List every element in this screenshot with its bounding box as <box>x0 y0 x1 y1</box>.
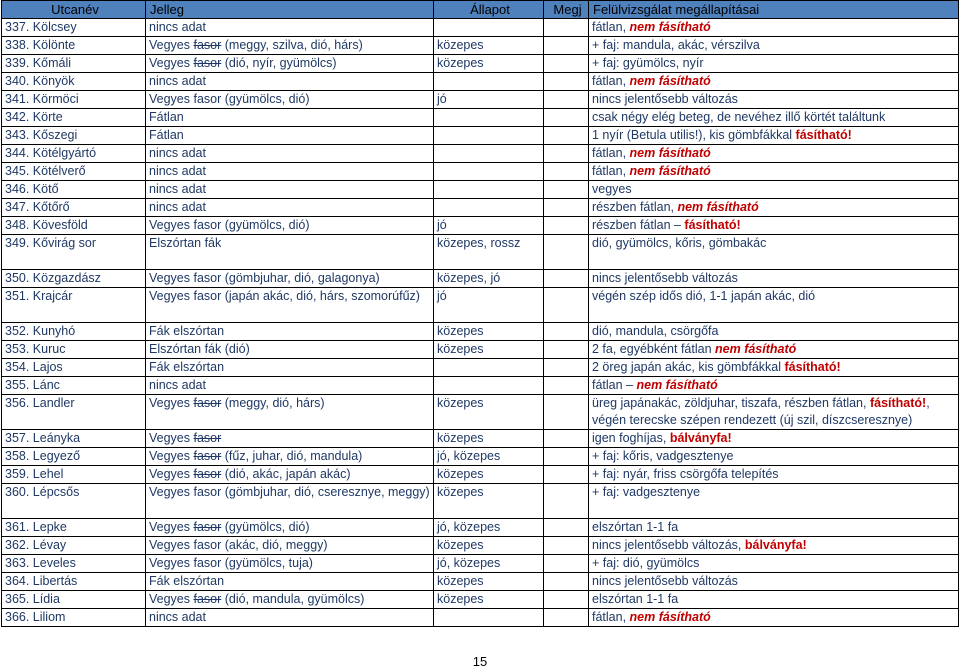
text-segment: csak négy elég beteg, de nevéhez illő körtét találtunk <box>592 110 886 124</box>
allapot-cell <box>434 127 544 145</box>
text-segment: Vegyes <box>149 56 194 70</box>
text-segment: bálványfa! <box>669 431 732 445</box>
street-name-cell: 354. Lajos <box>2 359 146 377</box>
allapot-cell: közepes <box>434 537 544 555</box>
table-row <box>2 199 959 217</box>
megj-cell <box>544 235 589 270</box>
allapot-cell <box>434 359 544 377</box>
megj-cell <box>544 395 589 430</box>
jelleg-cell <box>146 270 434 288</box>
allapot-cell: közepes <box>434 37 544 55</box>
text-segment: Vegyes <box>149 467 194 481</box>
text-segment: nem fásítható <box>629 20 711 34</box>
text-segment: Fák elszórtan <box>149 574 225 588</box>
table-row <box>2 270 959 288</box>
text-segment: 1 nyír (Betula utilis!), kis gömbfákkal <box>592 128 796 142</box>
allapot-cell <box>434 377 544 395</box>
jelleg-cell <box>146 466 434 484</box>
felulvizsgalat-cell <box>589 448 959 466</box>
megj-cell <box>544 573 589 591</box>
table-row <box>2 217 959 235</box>
street-name-cell: 366. Liliom <box>2 609 146 627</box>
felulvizsgalat-cell <box>589 609 959 627</box>
felulvizsgalat-cell <box>589 55 959 73</box>
page-number: 15 <box>472 654 488 669</box>
text-segment: Vegyes <box>149 396 194 410</box>
jelleg-cell <box>146 359 434 377</box>
felulvizsgalat-cell <box>589 484 959 519</box>
street-name-cell: 338. Kölönte <box>2 37 146 55</box>
text-segment: nincs adat <box>149 610 206 624</box>
street-name-cell: 361. Lepke <box>2 519 146 537</box>
jelleg-cell <box>146 609 434 627</box>
text-segment: igen foghíjas, <box>592 431 670 445</box>
felulvizsgalat-cell <box>589 288 959 323</box>
table-row <box>2 109 959 127</box>
felulvizsgalat-cell <box>589 395 959 430</box>
allapot-cell: jó, közepes <box>434 519 544 537</box>
text-segment: nincs jelentősebb változás, <box>592 538 745 552</box>
megj-cell <box>544 484 589 519</box>
jelleg-cell <box>146 235 434 270</box>
text-segment: (dió, akác, japán akác) <box>221 467 351 481</box>
text-segment: fátlan, <box>592 164 630 178</box>
table-row <box>2 37 959 55</box>
text-segment: fátlan, <box>592 74 630 88</box>
header-jelleg: Jelleg <box>146 1 434 19</box>
street-name-cell: 355. Lánc <box>2 377 146 395</box>
street-name-cell: 347. Kőtőrő <box>2 199 146 217</box>
street-name-cell: 337. Kölcsey <box>2 19 146 37</box>
text-segment: (gyümölcs, dió) <box>221 520 310 534</box>
felulvizsgalat-cell <box>589 199 959 217</box>
table-row <box>2 91 959 109</box>
text-segment: Vegyes <box>149 431 194 445</box>
allapot-cell: közepes <box>434 591 544 609</box>
street-name-cell: 348. Kövesföld <box>2 217 146 235</box>
megj-cell <box>544 181 589 199</box>
text-segment: Vegyes <box>149 520 194 534</box>
felulvizsgalat-cell <box>589 145 959 163</box>
table-row <box>2 484 959 519</box>
text-segment: fasor <box>193 38 222 52</box>
street-name-cell: 341. Körmöci <box>2 91 146 109</box>
table-row <box>2 395 959 430</box>
street-name-cell: 358. Legyező <box>2 448 146 466</box>
allapot-cell: közepes <box>434 341 544 359</box>
text-segment: fátlan, <box>592 610 630 624</box>
megj-cell <box>544 163 589 181</box>
street-name-cell: 351. Krajcár <box>2 288 146 323</box>
felulvizsgalat-cell <box>589 359 959 377</box>
megj-cell <box>544 341 589 359</box>
felulvizsgalat-cell <box>589 91 959 109</box>
felulvizsgalat-cell <box>589 466 959 484</box>
text-segment: nincs adat <box>149 164 206 178</box>
table-row <box>2 609 959 627</box>
street-name-cell: 359. Lehel <box>2 466 146 484</box>
text-segment: Vegyes <box>149 38 194 52</box>
table-row <box>2 573 959 591</box>
text-segment: fásítható! <box>684 218 741 232</box>
street-name-cell: 340. Könyök <box>2 73 146 91</box>
text-segment: nincs adat <box>149 20 206 34</box>
street-name-cell: 362. Lévay <box>2 537 146 555</box>
text-segment: (dió, mandula, gyümölcs) <box>221 592 365 606</box>
felulvizsgalat-cell <box>589 181 959 199</box>
header-utcanev: Utcanév <box>2 1 146 19</box>
allapot-cell: közepes <box>434 55 544 73</box>
street-name-cell: 344. Kötélgyártó <box>2 145 146 163</box>
street-name-cell: 342. Körte <box>2 109 146 127</box>
megj-cell <box>544 217 589 235</box>
text-segment: fátlan, <box>592 146 630 160</box>
text-segment: (fűz, juhar, dió, mandula) <box>221 449 363 463</box>
text-segment: nincs adat <box>149 378 206 392</box>
jelleg-cell <box>146 288 434 323</box>
felulvizsgalat-cell <box>589 127 959 145</box>
text-segment: 2 fa, egyébként fátlan <box>592 342 716 356</box>
jelleg-cell <box>146 341 434 359</box>
allapot-cell <box>434 73 544 91</box>
felulvizsgalat-cell <box>589 573 959 591</box>
table-body <box>2 19 959 627</box>
table-row <box>2 55 959 73</box>
text-segment: bálványfa! <box>744 538 807 552</box>
street-name-cell: 357. Leányka <box>2 430 146 448</box>
text-segment: nem fásítható <box>629 146 711 160</box>
jelleg-cell <box>146 519 434 537</box>
table-row <box>2 537 959 555</box>
megj-cell <box>544 448 589 466</box>
jelleg-cell <box>146 484 434 519</box>
street-tree-table <box>1 0 959 627</box>
megj-cell <box>544 199 589 217</box>
table-row <box>2 127 959 145</box>
text-segment: nem fásítható <box>629 610 711 624</box>
text-segment: Vegyes fasor (gömbjuhar, dió, cseresznye, meggy) <box>149 485 430 499</box>
text-segment: + faj: dió, gyümölcs <box>592 556 700 570</box>
jelleg-cell <box>146 323 434 341</box>
table-row <box>2 341 959 359</box>
felulvizsgalat-cell <box>589 555 959 573</box>
text-segment: (dió, nyír, gyümölcs) <box>221 56 337 70</box>
felulvizsgalat-cell <box>589 217 959 235</box>
street-name-cell: 343. Kőszegi <box>2 127 146 145</box>
text-segment: + faj: kőris, vadgesztenye <box>592 449 734 463</box>
table-row <box>2 466 959 484</box>
table-row <box>2 163 959 181</box>
allapot-cell: jó <box>434 288 544 323</box>
felulvizsgalat-cell <box>589 323 959 341</box>
jelleg-cell <box>146 217 434 235</box>
text-segment: fátlan, <box>592 20 630 34</box>
text-segment: fasor <box>193 431 222 445</box>
text-segment: üreg japánakác, zöldjuhar, tiszafa, részben fátlan, <box>592 396 870 410</box>
text-segment: Vegyes fasor (gyümölcs, dió) <box>149 92 310 106</box>
allapot-cell: közepes <box>434 484 544 519</box>
table-row <box>2 288 959 323</box>
text-segment: + faj: gyümölcs, nyír <box>592 56 704 70</box>
jelleg-cell <box>146 573 434 591</box>
jelleg-cell <box>146 537 434 555</box>
felulvizsgalat-cell <box>589 537 959 555</box>
header-megj: Megj <box>544 1 589 19</box>
text-segment: fátlan – <box>592 378 637 392</box>
text-segment: nincs jelentősebb változás <box>592 92 738 106</box>
megj-cell <box>544 377 589 395</box>
megj-cell <box>544 323 589 341</box>
text-segment: Vegyes fasor (japán akác, dió, hárs, szomorúfűz) <box>149 289 420 303</box>
felulvizsgalat-cell <box>589 235 959 270</box>
megj-cell <box>544 55 589 73</box>
allapot-cell <box>434 609 544 627</box>
text-segment: dió, mandula, csörgőfa <box>592 324 719 338</box>
text-segment: nem fásítható <box>636 378 718 392</box>
text-segment: Fátlan <box>149 110 184 124</box>
allapot-cell: közepes <box>434 395 544 430</box>
street-name-cell: 353. Kuruc <box>2 341 146 359</box>
table-row <box>2 181 959 199</box>
megj-cell <box>544 555 589 573</box>
allapot-cell <box>434 19 544 37</box>
text-segment: (meggy, dió, hárs) <box>221 396 325 410</box>
allapot-cell: jó <box>434 217 544 235</box>
felulvizsgalat-cell <box>589 109 959 127</box>
text-segment: fásítható! <box>795 128 852 142</box>
table-row <box>2 430 959 448</box>
allapot-cell: közepes, jó <box>434 270 544 288</box>
jelleg-cell <box>146 199 434 217</box>
jelleg-cell <box>146 181 434 199</box>
felulvizsgalat-cell <box>589 73 959 91</box>
table-row <box>2 377 959 395</box>
table-row <box>2 448 959 466</box>
megj-cell <box>544 270 589 288</box>
allapot-cell: közepes <box>434 573 544 591</box>
jelleg-cell <box>146 73 434 91</box>
felulvizsgalat-cell <box>589 377 959 395</box>
megj-cell <box>544 145 589 163</box>
allapot-cell <box>434 145 544 163</box>
text-segment: végén szép idős dió, 1-1 japán akác, dió <box>592 289 816 303</box>
felulvizsgalat-cell <box>589 430 959 448</box>
text-segment: Vegyes fasor (gyümölcs, dió) <box>149 218 310 232</box>
text-segment: vegyes <box>592 182 632 196</box>
table-row <box>2 73 959 91</box>
allapot-cell <box>434 199 544 217</box>
megj-cell <box>544 591 589 609</box>
text-segment: nem fásítható <box>629 164 711 178</box>
allapot-cell <box>434 109 544 127</box>
megj-cell <box>544 37 589 55</box>
text-segment: fasor <box>193 396 222 410</box>
megj-cell <box>544 109 589 127</box>
street-name-cell: 356. Landler <box>2 395 146 430</box>
text-segment: fásítható! <box>869 396 927 410</box>
jelleg-cell <box>146 591 434 609</box>
text-segment: Fák elszórtan <box>149 324 225 338</box>
allapot-cell: közepes <box>434 466 544 484</box>
table-row <box>2 555 959 573</box>
text-segment: + faj: mandula, akác, vérszilva <box>592 38 760 52</box>
text-segment: Vegyes <box>149 592 194 606</box>
text-segment: nem fásítható <box>677 200 759 214</box>
table-row <box>2 359 959 377</box>
header-felulvizsgalat: Felülvizsgálat megállapításai <box>589 1 959 19</box>
jelleg-cell <box>146 37 434 55</box>
megj-cell <box>544 537 589 555</box>
jelleg-cell <box>146 448 434 466</box>
table-row <box>2 19 959 37</box>
megj-cell <box>544 609 589 627</box>
street-name-cell: 345. Kötélverő <box>2 163 146 181</box>
allapot-cell: közepes, rossz <box>434 235 544 270</box>
felulvizsgalat-cell <box>589 519 959 537</box>
table-row <box>2 591 959 609</box>
street-name-cell: 349. Kővirág sor <box>2 235 146 270</box>
allapot-cell: jó, közepes <box>434 448 544 466</box>
jelleg-cell <box>146 163 434 181</box>
jelleg-cell <box>146 127 434 145</box>
megj-cell <box>544 127 589 145</box>
text-segment: nincs jelentősebb változás <box>592 574 738 588</box>
text-segment: fasor <box>193 467 222 481</box>
allapot-cell: közepes <box>434 430 544 448</box>
table-row <box>2 519 959 537</box>
felulvizsgalat-cell <box>589 19 959 37</box>
text-segment: részben fátlan – <box>592 218 685 232</box>
text-segment: elszórtan 1-1 fa <box>592 520 679 534</box>
text-segment: nincs jelentősebb változás <box>592 271 738 285</box>
street-name-cell: 364. Libertás <box>2 573 146 591</box>
text-segment: fásítható! <box>784 360 841 374</box>
text-segment: fasor <box>193 56 222 70</box>
street-name-cell: 365. Lídia <box>2 591 146 609</box>
text-segment: Fák elszórtan <box>149 360 225 374</box>
table-header-row <box>2 1 959 19</box>
megj-cell <box>544 519 589 537</box>
felulvizsgalat-cell <box>589 270 959 288</box>
jelleg-cell <box>146 430 434 448</box>
text-segment: fasor <box>193 520 222 534</box>
megj-cell <box>544 466 589 484</box>
allapot-cell <box>434 181 544 199</box>
street-name-cell: 346. Kötő <box>2 181 146 199</box>
text-segment: nincs adat <box>149 182 206 196</box>
allapot-cell: jó <box>434 91 544 109</box>
text-segment: fasor <box>193 449 222 463</box>
text-segment: részben fátlan, <box>592 200 678 214</box>
text-segment: Vegyes fasor (gyümölcs, tuja) <box>149 556 313 570</box>
street-name-cell: 360. Lépcsős <box>2 484 146 519</box>
text-segment: nincs adat <box>149 74 206 88</box>
jelleg-cell <box>146 109 434 127</box>
text-segment: (meggy, szilva, dió, hárs) <box>221 38 363 52</box>
text-segment: fasor <box>193 592 222 606</box>
allapot-cell: közepes <box>434 323 544 341</box>
street-name-cell: 350. Közgazdász <box>2 270 146 288</box>
megj-cell <box>544 19 589 37</box>
felulvizsgalat-cell <box>589 163 959 181</box>
table-row <box>2 145 959 163</box>
jelleg-cell <box>146 395 434 430</box>
text-segment: + faj: nyár, friss csörgőfa telepítés <box>592 467 779 481</box>
megj-cell <box>544 73 589 91</box>
text-segment: Vegyes fasor (gömbjuhar, dió, galagonya) <box>149 271 380 285</box>
text-segment: Vegyes fasor (akác, dió, meggy) <box>149 538 328 552</box>
street-name-cell: 363. Leveles <box>2 555 146 573</box>
text-segment: nem fásítható <box>629 74 711 88</box>
text-segment: nincs adat <box>149 200 206 214</box>
megj-cell <box>544 359 589 377</box>
felulvizsgalat-cell <box>589 341 959 359</box>
jelleg-cell <box>146 145 434 163</box>
text-segment: 2 öreg japán akác, kis gömbfákkal <box>592 360 785 374</box>
allapot-cell: jó, közepes <box>434 555 544 573</box>
text-segment: Vegyes <box>149 449 194 463</box>
text-segment: , végén terecske szépen rendezett (új szil, díszcseresznye) <box>592 396 930 427</box>
jelleg-cell <box>146 19 434 37</box>
text-segment: nem fásítható <box>715 342 797 356</box>
text-segment: dió, gyümölcs, kőris, gömbakác <box>592 236 767 250</box>
megj-cell <box>544 91 589 109</box>
megj-cell <box>544 430 589 448</box>
megj-cell <box>544 288 589 323</box>
allapot-cell <box>434 163 544 181</box>
jelleg-cell <box>146 55 434 73</box>
text-segment: + faj: vadgesztenye <box>592 485 701 499</box>
text-segment: Fátlan <box>149 128 184 142</box>
felulvizsgalat-cell <box>589 37 959 55</box>
street-name-cell: 339. Kőmáli <box>2 55 146 73</box>
text-segment: elszórtan 1-1 fa <box>592 592 679 606</box>
table-row <box>2 323 959 341</box>
jelleg-cell <box>146 377 434 395</box>
text-segment: Elszórtan fák (dió) <box>149 342 250 356</box>
table-row <box>2 235 959 270</box>
street-name-cell: 352. Kunyhó <box>2 323 146 341</box>
text-segment: Elszórtan fák <box>149 236 222 250</box>
jelleg-cell <box>146 555 434 573</box>
text-segment: nincs adat <box>149 146 206 160</box>
jelleg-cell <box>146 91 434 109</box>
header-allapot: Állapot <box>434 1 544 19</box>
felulvizsgalat-cell <box>589 591 959 609</box>
